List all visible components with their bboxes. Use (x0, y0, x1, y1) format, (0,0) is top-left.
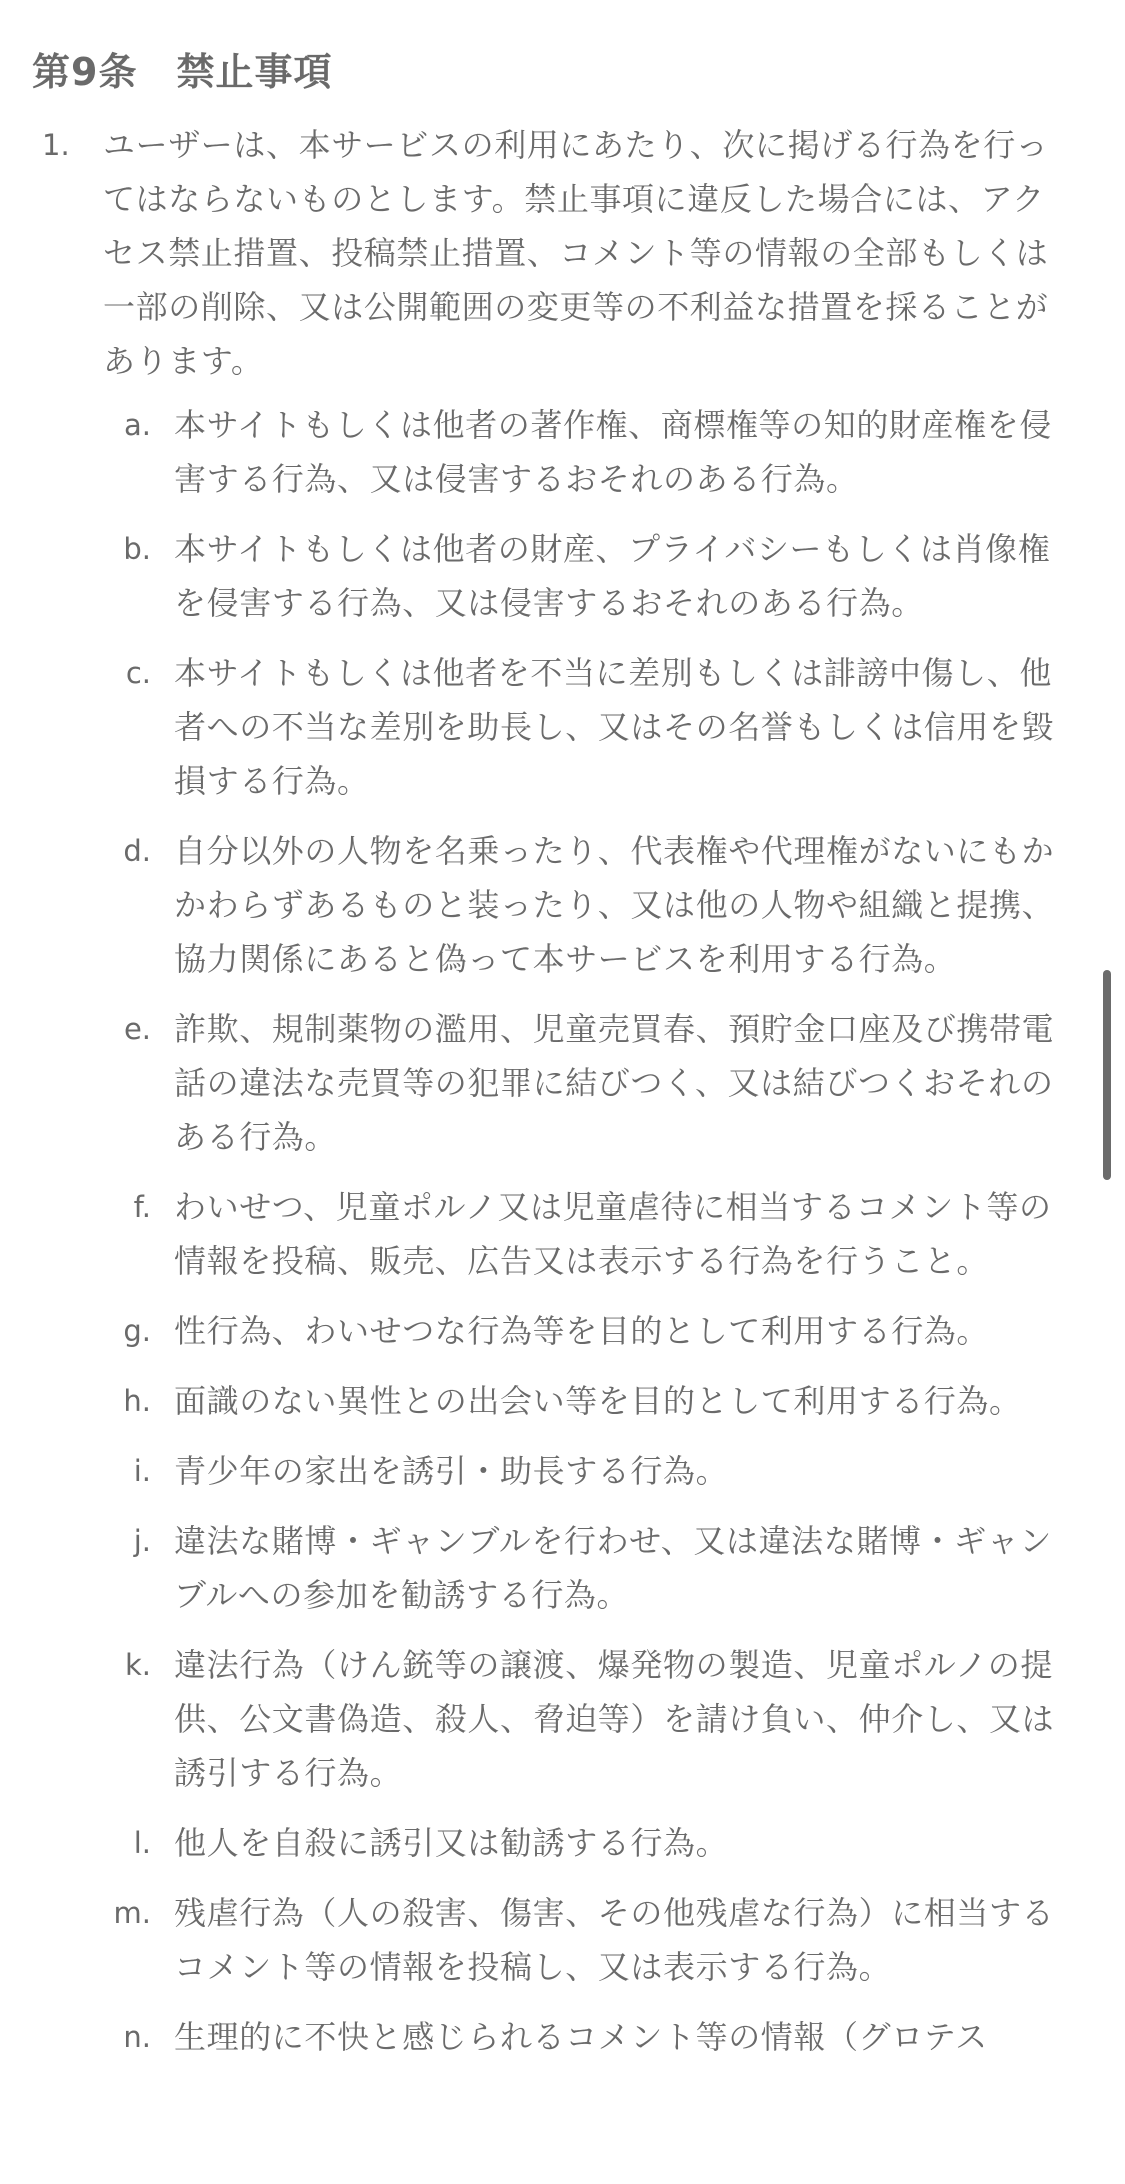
clause-text: ユーザーは、本サービスの利用にあたり、次に掲げる行為を行ってはならないものとします。禁止事項に違反した場合には、アクセス禁止措置、投稿禁止措置、コメント等の情報の全部もしくは一部の削除、又は公開範囲の変更等の不利益な措置を採ることがあります。 (103, 126, 1049, 380)
list-item-text: 青少年の家出を誘引・助長する行為。 (174, 1452, 729, 1490)
list-item-marker: i. (133, 1454, 151, 1488)
list-item (103, 1816, 1075, 1870)
list-item (103, 646, 1075, 808)
list-item-marker: f. (133, 1190, 151, 1224)
list-item (103, 2010, 1075, 2064)
list-item-marker: g. (123, 1314, 151, 1348)
article-title: 第9条 禁止事項 (32, 50, 333, 94)
list-item (103, 1002, 1075, 1164)
list-item-text: 本サイトもしくは他者の財産、プライバシーもしくは肖像権を侵害する行為、又は侵害するおそれのある行為。 (174, 530, 1051, 622)
list-item (103, 398, 1075, 506)
list-item-marker: m. (113, 1896, 151, 1930)
list-item-text: 本サイトもしくは他者を不当に差別もしくは誹謗中傷し、他者への不当な差別を助長し、又はその名誉もしくは信用を毀損する行為。 (174, 654, 1055, 800)
article-clause-list (0, 118, 1125, 2080)
list-item-marker: n. (123, 2020, 151, 2054)
list-item (103, 522, 1075, 630)
list-item-text: 他人を自殺に誘引又は勧誘する行為。 (174, 1824, 729, 1862)
list-item-text: 残虐行為（人の殺害、傷害、その他残虐な行為）に相当するコメント等の情報を投稿し、又は表示する行為。 (174, 1894, 1055, 1986)
list-item-marker: d. (123, 834, 151, 868)
list-item-text: 性行為、わいせつな行為等を目的として利用する行為。 (174, 1312, 990, 1350)
list-item-marker: e. (123, 1012, 151, 1046)
clause-item (0, 118, 1125, 2064)
list-item (103, 824, 1075, 986)
list-item-marker: a. (124, 408, 151, 442)
list-item (103, 1638, 1075, 1800)
list-item-marker: j. (133, 1524, 151, 1558)
list-item-marker: h. (123, 1384, 151, 1418)
list-item-text: 違法行為（けん銃等の譲渡、爆発物の製造、児童ポルノの提供、公文書偽造、殺人、脅迫等）を請け負い、仲介し、又は誘引する行為。 (174, 1646, 1055, 1792)
list-item-text: 違法な賭博・ギャンブルを行わせ、又は違法な賭博・ギャンブルへの参加を勧誘する行為。 (174, 1522, 1052, 1614)
list-item (103, 1180, 1075, 1288)
list-item-marker: b. (123, 532, 151, 566)
list-item (103, 1514, 1075, 1622)
list-item-text: 自分以外の人物を名乗ったり、代表権や代理権がないにもかかわらずあるものと装ったり、又は他の人物や組織と提携、協力関係にあると偽って本サービスを利用する行為。 (174, 832, 1055, 978)
list-item-marker: k. (124, 1648, 151, 1682)
list-item-text: 生理的に不快と感じられるコメント等の情報（グロテス (174, 2018, 988, 2056)
scrollbar-thumb[interactable] (1103, 970, 1111, 1180)
list-item-marker: l. (133, 1826, 151, 1860)
list-item-text: わいせつ、児童ポルノ又は児童虐待に相当するコメント等の情報を投稿、販売、広告又は表示する行為を行うこと。 (174, 1188, 1052, 1280)
list-item-text: 面識のない異性との出会い等を目的として利用する行為。 (174, 1382, 1022, 1420)
clause-number: 1. (42, 128, 70, 162)
list-item-text: 本サイトもしくは他者の著作権、商標権等の知的財産権を侵害する行為、又は侵害するおそれのある行為。 (174, 406, 1052, 498)
list-item (103, 1374, 1075, 1428)
list-item (103, 1444, 1075, 1498)
list-item (103, 1886, 1075, 1994)
prohibited-acts-list (103, 398, 1075, 2064)
list-item (103, 1304, 1075, 1358)
list-item-text: 詐欺、規制薬物の濫用、児童売買春、預貯金口座及び携帯電話の違法な売買等の犯罪に結びつく、又は結びつくおそれのある行為。 (174, 1010, 1055, 1156)
list-item-marker: c. (125, 656, 151, 690)
